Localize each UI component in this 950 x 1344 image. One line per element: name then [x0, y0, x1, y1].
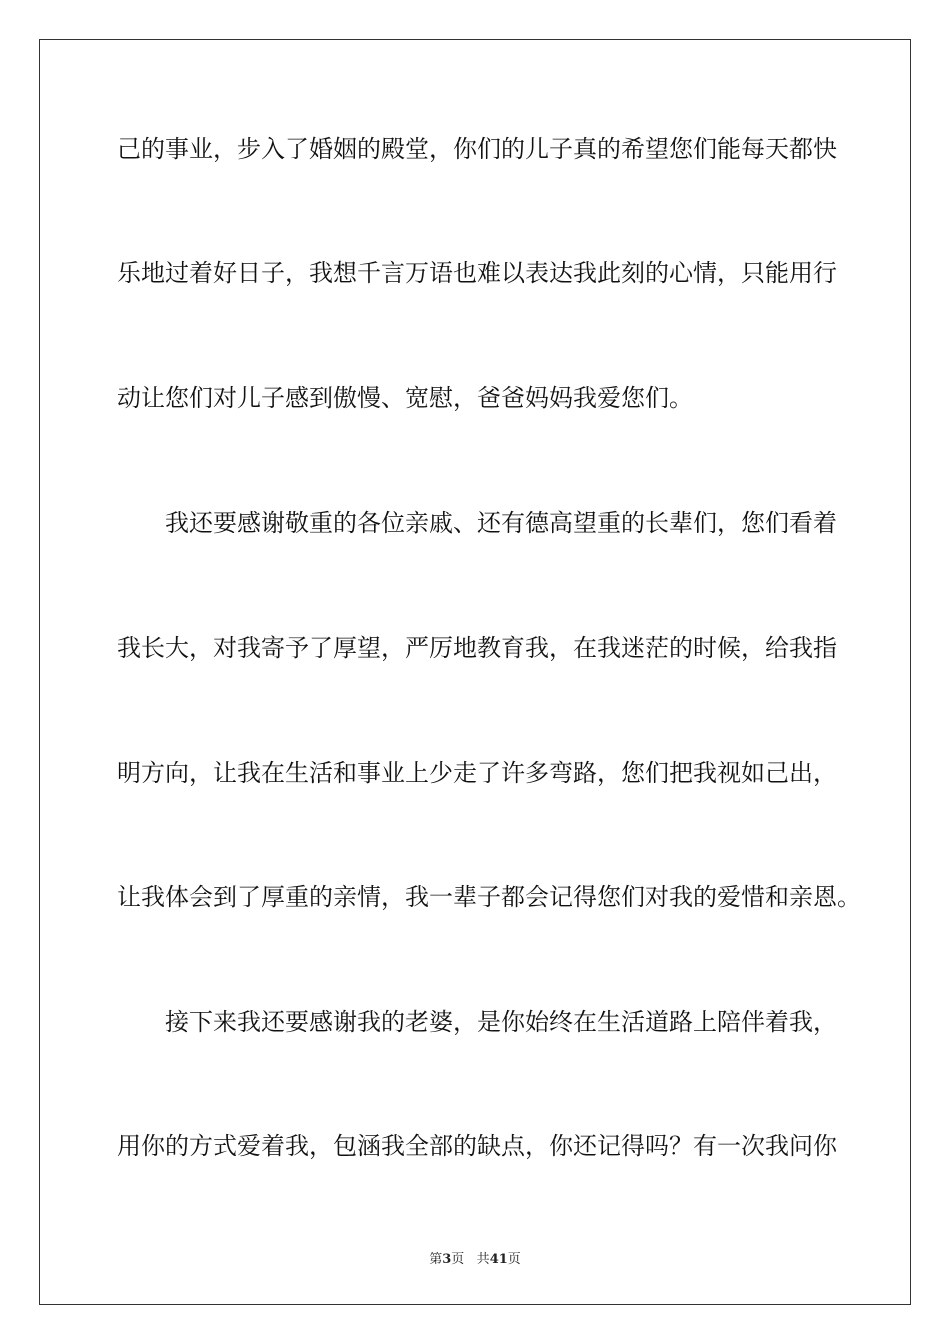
footer-page-suffix: 页 [451, 1252, 465, 1267]
body-line-1: 己的事业，步入了婚姻的殿堂，你们的儿子真的希望您们能每天都快 [117, 135, 837, 163]
footer-total-pages: 41 [489, 1252, 508, 1267]
footer-total-suffix: 页 [507, 1252, 521, 1267]
body-line-8: 接下来我还要感谢我的老婆，是你始终在生活道路上陪伴着我， [165, 1008, 837, 1036]
body-line-6: 明方向，让我在生活和事业上少走了许多弯路，您们把我视如己出， [117, 759, 837, 787]
page-footer [0, 1248, 950, 1267]
body-line-7: 让我体会到了厚重的亲情，我一辈子都会记得您们对我的爱惜和亲恩。 [117, 883, 861, 911]
body-line-5: 我长大，对我寄予了厚望，严厉地教育我，在我迷茫的时候，给我指 [117, 634, 837, 662]
footer-prefix: 第 [429, 1252, 443, 1267]
body-line-3: 动让您们对儿子感到傲慢、宽慰，爸爸妈妈我爱您们。 [117, 384, 693, 412]
body-line-2: 乐地过着好日子，我想千言万语也难以表达我此刻的心情，只能用行 [117, 259, 837, 287]
footer-total-prefix: 共 [476, 1252, 490, 1267]
body-line-4: 我还要感谢敬重的各位亲戚、还有德高望重的长辈们，您们看着 [165, 509, 837, 537]
body-line-9: 用你的方式爱着我，包涵我全部的缺点，你还记得吗？有一次我问你 [117, 1132, 837, 1160]
footer-page-number: 3 [442, 1252, 452, 1267]
page-border [39, 39, 911, 1305]
